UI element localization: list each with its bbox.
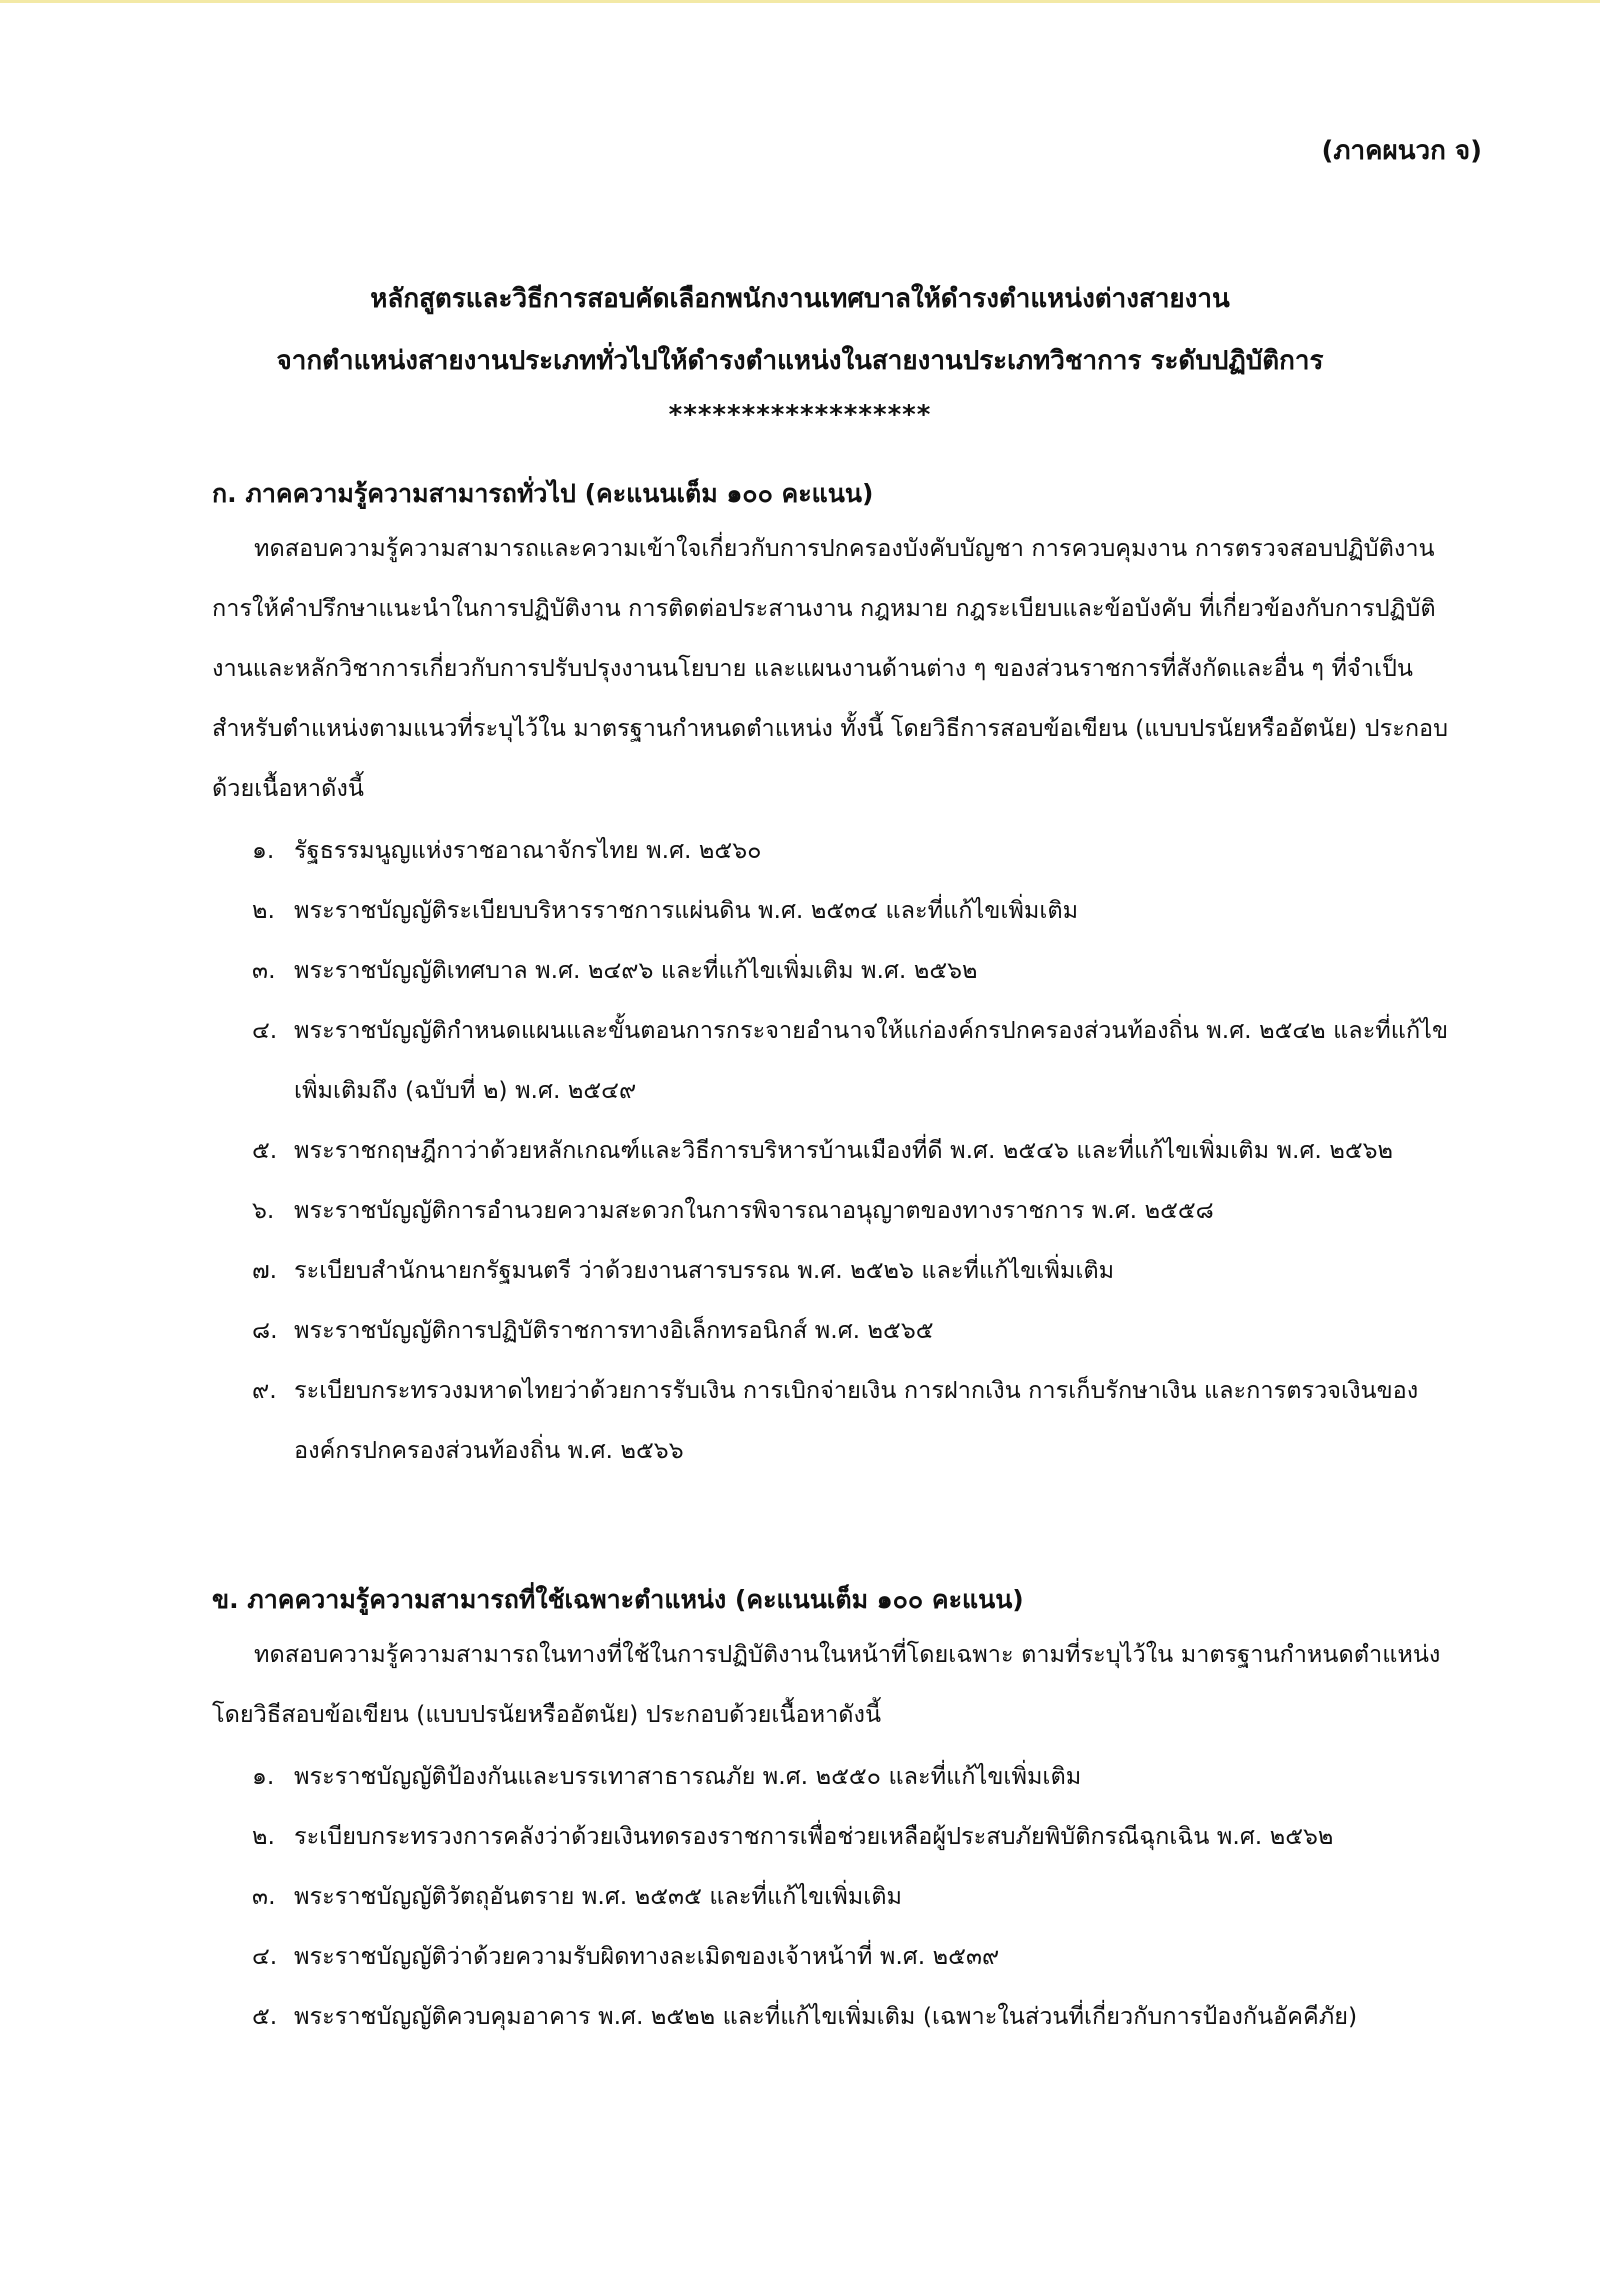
item-number: ๑.: [252, 1762, 275, 1790]
list-item: [252, 1806, 1452, 1866]
document-title-line-2: จากตำแหน่งสายงานประเภททั่วไปให้ดำรงตำแหน่งในสายงานประเภทวิชาการ ระดับปฏิบัติการ: [276, 346, 1324, 376]
list-item: [252, 1300, 1452, 1360]
list-item: [252, 1240, 1452, 1300]
section-heading: ก. ภาคความรู้ความสามารถทั่วไป (คะแนนเต็ม ๑๐๐ คะแนน): [212, 479, 874, 508]
item-number: ๒.: [252, 1822, 275, 1850]
appendix-label: (ภาคผนวก จ): [1321, 136, 1482, 166]
item-number: ๕.: [252, 1136, 278, 1164]
item-text: พระราชบัญญัติเทศบาล พ.ศ. ๒๔๙๖ และที่แก้ไขเพิ่มเติม พ.ศ. ๒๕๖๒: [294, 956, 978, 984]
list-item: [252, 820, 1452, 880]
list-item: [252, 1986, 1452, 2046]
document-title-line-1: หลักสูตรและวิธีการสอบคัดเลือกพนักงานเทศบาลให้ดำรงตำแหน่งต่างสายงาน: [370, 284, 1230, 314]
item-number: ๔.: [252, 1016, 278, 1044]
list-item: [252, 1000, 1452, 1120]
item-text: พระราชบัญญัติป้องกันและบรรเทาสาธารณภัย พ.ศ. ๒๕๕๐ และที่แก้ไขเพิ่มเติม: [294, 1762, 1082, 1790]
item-text: พระราชบัญญัติว่าด้วยความรับผิดทางละเมิดของเจ้าหน้าที่ พ.ศ. ๒๕๓๙: [294, 1942, 1000, 1970]
list-item: [252, 880, 1452, 940]
item-text: ระเบียบกระทรวงการคลังว่าด้วยเงินทดรองราชการเพื่อช่วยเหลือผู้ประสบภัยพิบัติกรณีฉุกเฉิน พ.ศ. ๒๕๖๒: [294, 1822, 1334, 1850]
item-text: พระราชบัญญัติการปฏิบัติราชการทางอิเล็กทรอนิกส์ พ.ศ. ๒๕๖๕: [294, 1316, 934, 1344]
list-item: [252, 1866, 1452, 1926]
list-item: [252, 1746, 1452, 1806]
list-item: [252, 1120, 1452, 1180]
list-item: [252, 1360, 1452, 1480]
topic-list: [212, 820, 1452, 1480]
item-text: รัฐธรรมนูญแห่งราชอาณาจักรไทย พ.ศ. ๒๕๖๐: [294, 836, 762, 864]
item-number: ๖.: [252, 1196, 275, 1224]
item-number: ๓.: [252, 1882, 276, 1910]
item-number: ๑.: [252, 836, 275, 864]
list-item: [252, 1926, 1452, 1986]
topic-list: [212, 1746, 1452, 2046]
item-text: ระเบียบกระทรวงมหาดไทยว่าด้วยการรับเงิน การเบิกจ่ายเงิน การฝากเงิน การเก็บรักษาเงิน และการตรวจเงินขององค์กรปกครองส่วนท้องถิ่น พ.ศ. ๒๕๖๖: [294, 1376, 1419, 1464]
item-text: ระเบียบสำนักนายกรัฐมนตรี ว่าด้วยงานสารบรรณ พ.ศ. ๒๕๒๖ และที่แก้ไขเพิ่มเติม: [294, 1256, 1115, 1284]
item-number: ๕.: [252, 2002, 278, 2030]
item-text: พระราชบัญญัติวัตถุอันตราย พ.ศ. ๒๕๓๕ และที่แก้ไขเพิ่มเติม: [294, 1882, 903, 1910]
item-number: ๒.: [252, 896, 275, 924]
item-number: ๙.: [252, 1376, 277, 1404]
title-separator: ******************: [668, 400, 932, 430]
section-heading: ข. ภาคความรู้ความสามารถที่ใช้เฉพาะตำแหน่ง (คะแนนเต็ม ๑๐๐ คะแนน): [212, 1585, 1024, 1614]
item-number: ๔.: [252, 1942, 278, 1970]
item-text: พระราชบัญญัติการอำนวยความสะดวกในการพิจารณาอนุญาตของทางราชการ พ.ศ. ๒๕๕๘: [294, 1196, 1214, 1224]
list-item: [252, 940, 1452, 1000]
list-item: [252, 1180, 1452, 1240]
item-number: ๘.: [252, 1316, 278, 1344]
section-general-knowledge: [212, 474, 1452, 1480]
section-paragraph: ทดสอบความรู้ความสามารถและความเข้าใจเกี่ยวกับการปกครองบังคับบัญชา การควบคุมงาน การตรวจสอบปฏิบัติงาน การให้คำปรึกษาแนะนำในการปฏิบัติงาน การติดต่อประสานงาน กฎหมาย กฎระเบียบและข้อบังคับ ที่เกี่ยวข้องกับการปฏิบัติงานและหลักวิชาการเกี่ยวกับการปรับปรุงงานนโยบาย และแผนงานด้านต่าง ๆ ของส่วนราชการที่สังกัดและอื่น ๆ ที่จำเป็นสำหรับตำแหน่งตามแนวที่ระบุไว้ใน มาตรฐานกำหนดตำแหน่ง ทั้งนี้ โดยวิธีการสอบข้อเขียน (แบบปรนัยหรืออัตนัย) ประกอบด้วยเนื้อหาดังนี้: [212, 534, 1449, 802]
item-number: ๗.: [252, 1256, 278, 1284]
page-edge: [0, 0, 1600, 3]
item-number: ๓.: [252, 956, 276, 984]
section-position-specific-knowledge: [212, 1580, 1452, 2046]
item-text: พระราชกฤษฎีกาว่าด้วยหลักเกณฑ์และวิธีการบริหารบ้านเมืองที่ดี พ.ศ. ๒๕๔๖ และที่แก้ไขเพิ่มเติม พ.ศ. ๒๕๖๒: [294, 1136, 1394, 1164]
item-text: พระราชบัญญัติกำหนดแผนและขั้นตอนการกระจายอำนาจให้แก่องค์กรปกครองส่วนท้องถิ่น พ.ศ. ๒๕๔๒ และที่แก้ไขเพิ่มเติมถึง (ฉบับที่ ๒) พ.ศ. ๒๕๔๙: [294, 1016, 1449, 1104]
item-text: พระราชบัญญัติระเบียบบริหารราชการแผ่นดิน พ.ศ. ๒๕๓๔ และที่แก้ไขเพิ่มเติม: [294, 896, 1079, 924]
item-text: พระราชบัญญัติควบคุมอาคาร พ.ศ. ๒๕๒๒ และที่แก้ไขเพิ่มเติม (เฉพาะในส่วนที่เกี่ยวกับการป้องกันอัคคีภัย): [294, 2002, 1358, 2030]
section-paragraph: ทดสอบความรู้ความสามารถในทางที่ใช้ในการปฏิบัติงานในหน้าที่โดยเฉพาะ ตามที่ระบุไว้ใน มาตรฐานกำหนดตำแหน่ง โดยวิธีสอบข้อเขียน (แบบปรนัยหรืออัตนัย) ประกอบด้วยเนื้อหาดังนี้: [212, 1640, 1441, 1728]
